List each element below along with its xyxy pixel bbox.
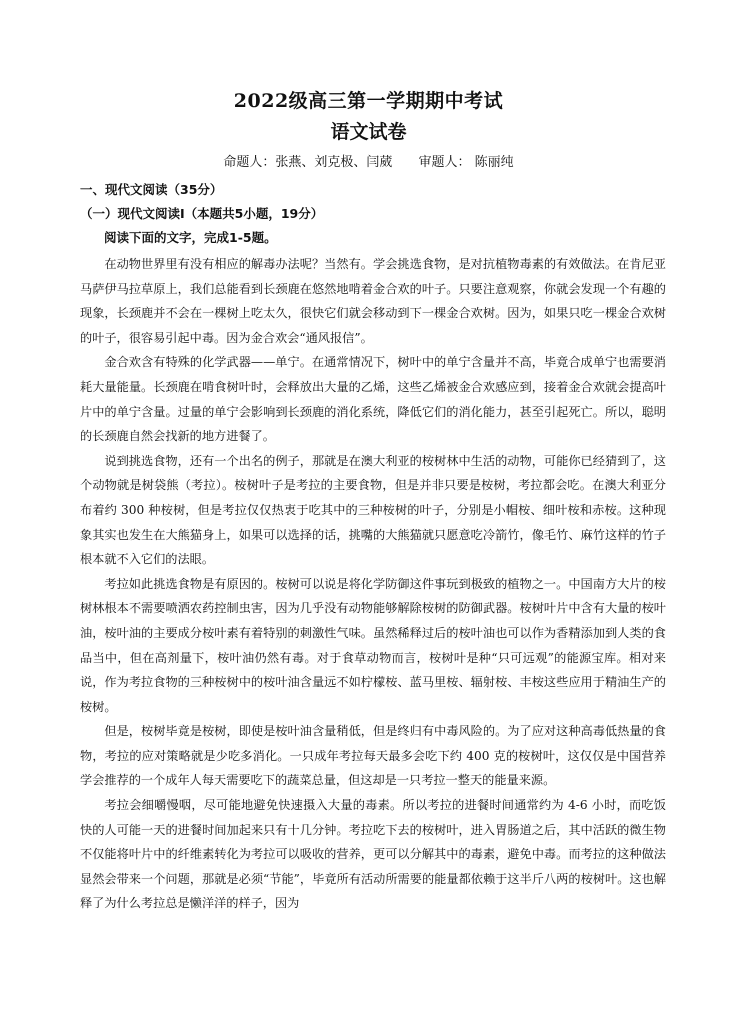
passage-paragraph: 金合欢含有特殊的化学武器——单宁。在通常情况下，树叶中的单宁含量并不高，毕竟合成单宁也需要消耗大量能量。长颈鹿在啃食树叶时，会释放出大量的乙烯，这些乙烯被金合欢感应到，接着金合欢就会提高叶片中的单宁含量。过量的单宁会影响到长颈鹿的消化系统，降低它们的消化能力，甚至引起死亡。所以，聪明的长颈鹿自然会找新的地方进餐了。 [80, 355, 666, 444]
exam-subtitle: 语文试卷 [330, 121, 407, 143]
passage-paragraph: 在动物世界里有没有相应的解毒办法呢？当然有。学会挑选食物，是对抗植物毒素的有效做法。在肯尼亚马萨伊马拉草原上，我们总能看到长颈鹿在悠然地啃着金合欢的叶子。只要注意观察，你就会发现一个有趣的现象，长颈鹿并不会在一棵树上吃太久，很快它们就会移动到下一棵金合欢树。因为，如果只吃一棵金合欢树的叶子，很容易引起中毒。因为金合欢会“通风报信”。 [80, 257, 666, 345]
reading-passage [80, 252, 666, 916]
subsection-heading: （一）现代文阅读Ⅰ（本题共5小题，19分） [80, 206, 324, 221]
exam-title: 2022级高三第一学期期中考试 [233, 90, 504, 112]
reviewer-label: 审题人： 陈丽纯 [418, 155, 514, 170]
authors-label: 命题人：张燕、刘克极、闫葳 [223, 155, 393, 170]
passage-paragraph: 考拉如此挑选食物是有原因的。桉树可以说是将化学防御这件事玩到极致的植物之一。中国南方大片的桉树林根本不需要喷洒农药控制虫害，因为几乎没有动物能够解除桉树的防御武器。桉树叶片中含有大量的桉叶油，桉叶油的主要成分桉叶素有着特别的刺激性气味。虽然稀释过后的桉叶油也可以作为香精添加到人类的食品当中，但在高剂量下，桉叶油仍然有毒。对于食草动物而言，桉树叶是种“只可远观”的能源宝库。相对来说，作为考拉食物的三种桉树中的桉叶油含量远不如柠檬桉、蓝马里桉、辐射桉、丰桉这些应用于精油生产的桉树。 [80, 576, 666, 714]
section-heading: 一、现代文阅读（35分） [80, 182, 223, 197]
passage-paragraph: 考拉会细嚼慢咽，尽可能地避免快速摄入大量的毒素。所以考拉的进餐时间通常约为 4-6 小时，而吃饭快的人可能一天的进餐时间加起来只有十几分钟。考拉吃下去的桉树叶，进入胃肠道之后，其中活跃的微生物不仅能将叶片中的纤维素转化为考拉可以吸收的营养，更可以分解其中的毒素，避免中毒。而考拉的这种做法显然会带来一个问题，那就是必须“节能”，毕竟所有活动所需要的能量都依赖于这半斤八两的桉树叶。这也解释了为什么考拉总是懒洋洋的样子，因为 [80, 798, 666, 911]
passage-paragraph: 但是，桉树毕竟是桉树，即使是桉叶油含量稍低，但是终归有中毒风险的。为了应对这种高毒低热量的食物，考拉的应对策略就是少吃多消化。一只成年考拉每天最多会吃下约 400 克的桉树叶，这仅仅是中国营养学会推荐的一个成年人每天需要吃下的蔬菜总量，但这却是一只考拉一整天的能量来源。 [80, 724, 666, 788]
reading-instruction: 阅读下面的文字，完成1-5题。 [104, 230, 277, 245]
passage-paragraph: 说到挑选食物，还有一个出名的例子，那就是在澳大利亚的桉树林中生活的动物，可能你已经猜到了，这个动物就是树袋熊（考拉）。桉树叶子是考拉的主要食物，但是并非只要是桉树，考拉都会吃。在澳大利亚分布着约 300 种桉树，但是考拉仅仅热衷于吃其中的三种桉树的叶子，分别是小帽桉、细叶桉和赤桉。这种现象其实也发生在大熊猫身上，如果可以选择的话，挑嘴的大熊猫就只愿意吃冷箭竹，像毛竹、麻竹这样的竹子根本就不入它们的法眼。 [80, 453, 666, 567]
author-line [0, 151, 737, 170]
